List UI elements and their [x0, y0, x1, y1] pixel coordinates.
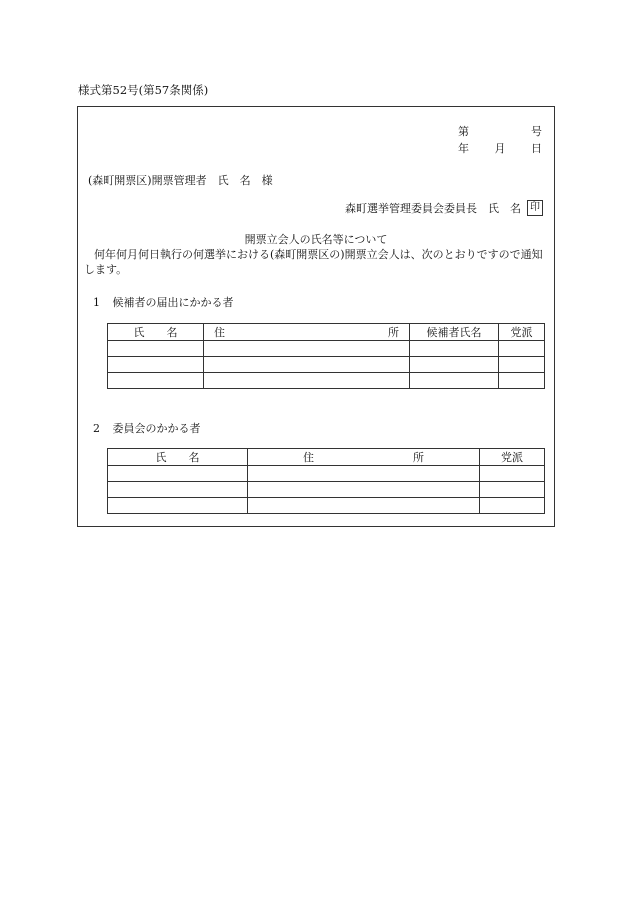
document-frame: [77, 106, 555, 527]
col-name: 氏 名: [108, 449, 248, 466]
table-row: [108, 482, 545, 498]
number-suffix: 号: [531, 125, 542, 138]
body-text: 何年何月何日執行の何選挙における(森町開票区の)開票立会人は、次のとおりですので通知します。: [84, 248, 543, 276]
candidate-table: [107, 323, 545, 389]
subject-title: 開票立会人の氏名等について: [244, 233, 388, 246]
body-paragraph: [84, 247, 550, 277]
form-number-label: 様式第52号(第57条関係): [78, 83, 209, 97]
document-number-row: [458, 123, 542, 139]
date-year: 年: [458, 142, 469, 155]
date-row: [458, 140, 542, 156]
table-row: [108, 498, 545, 514]
addressee: (森町開票区)開票管理者 氏 名 様: [88, 174, 273, 187]
section2-heading: [93, 420, 201, 436]
seal-mark: 印: [527, 200, 543, 216]
committee-table: [107, 448, 545, 514]
sender-name: 森町選挙管理委員会委員長 氏 名: [345, 202, 521, 215]
sender: [345, 200, 543, 216]
table-row: [108, 373, 545, 389]
section1-number: 1: [93, 296, 100, 309]
col-party: 党派: [499, 324, 545, 341]
col-name: 氏 名: [108, 324, 204, 341]
table-row: [108, 341, 545, 357]
section2-title: 委員会のかかる者: [112, 422, 201, 435]
col-address: 住 所: [248, 449, 480, 466]
section1-title: 候補者の届出にかかる者: [112, 296, 234, 309]
date-day: 日: [531, 142, 542, 155]
number-prefix: 第: [458, 125, 469, 138]
table-row: [108, 466, 545, 482]
col-address: 住 所: [204, 324, 410, 341]
col-candidate-name: 候補者氏名: [410, 324, 499, 341]
section1-heading: [93, 294, 234, 310]
col-party: 党派: [480, 449, 545, 466]
section2-number: 2: [93, 422, 100, 435]
table-row: [108, 357, 545, 373]
table-header-row: [108, 324, 545, 341]
date-month: 月: [494, 142, 506, 155]
table-header-row: [108, 449, 545, 466]
